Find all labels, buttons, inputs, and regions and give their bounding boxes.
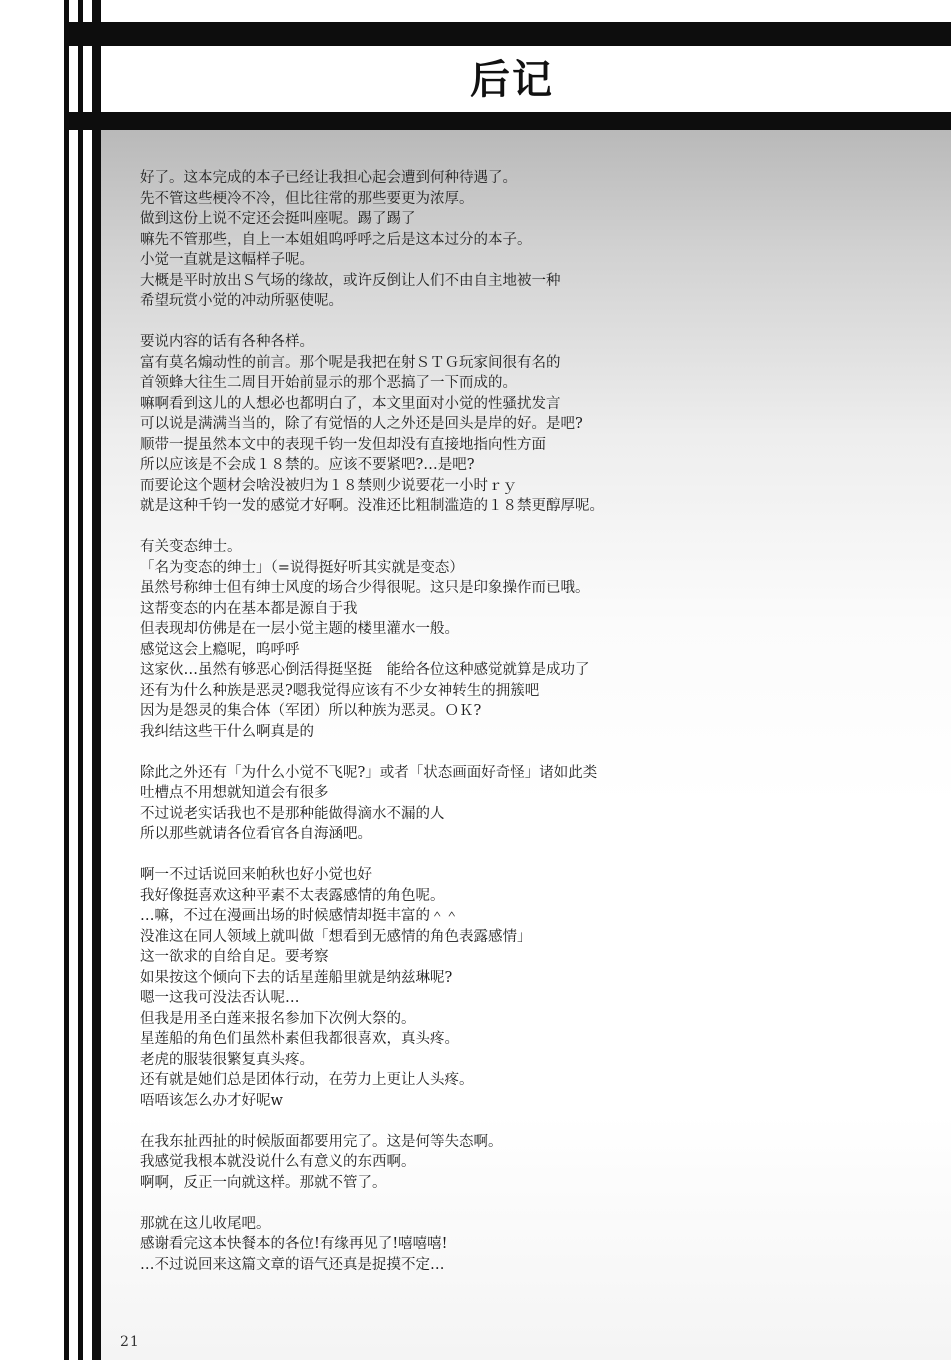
text-line: 我感觉我根本就没说什么有意义的东西啊。 <box>140 1154 416 1170</box>
left-stripe-2 <box>78 0 83 1360</box>
text-line: 好了。这本完成的本子已经让我担心起会遭到何种待遇了。 <box>140 170 517 186</box>
text-line: 因为是怨灵的集合体（军团）所以种族为恶灵。ＯＫ? <box>140 703 482 719</box>
text-line: 虽然号称绅士但有绅士风度的场合少得很呢。这只是印象操作而已哦。 <box>140 580 590 596</box>
text-line: 老虎的服装很繁复真头疼。 <box>140 1051 314 1068</box>
text-line: 顺带一提虽然本文中的表现千钧一发但却没有直接地指向性方面 <box>140 436 546 453</box>
left-stripe-1 <box>64 0 69 1360</box>
text-line: 在我东扯西扯的时候版面都要用完了。这是何等失态啊。 <box>140 1133 503 1150</box>
text-line: 做到这份上说不定还会挺叫座呢。踢了踢了 <box>140 211 416 227</box>
text-line: 没准这在同人领域上就叫做「想看到无感情的角色表露感情」 <box>140 928 532 945</box>
text-line: 唔唔该怎么办才好呢w <box>140 1092 283 1109</box>
text-line: …嘛，不过在漫画出场的时候感情却挺丰富的＾＾ <box>140 908 459 924</box>
text-line: 感谢看完这本快餐本的各位!有缘再见了!嘻嘻嘻! <box>140 1236 448 1252</box>
text-line: 小觉一直就是这幅样子呢。 <box>140 252 314 268</box>
text-line: 但我是用圣白莲来报名参加下次例大祭的。 <box>140 1010 416 1027</box>
text-line: 这家伙…虽然有够恶心倒活得挺坚挺 能给各位这种感觉就算是成功了 <box>140 662 590 678</box>
text-line: 「名为变态的绅士」（=说得挺好听其实就是变态） <box>140 559 464 576</box>
text-line: 有关变态绅士。 <box>140 539 242 555</box>
text-line: 可以说是满满当当的，除了有觉悟的人之外还是回头是岸的好。是吧? <box>140 416 583 432</box>
text-line: 先不管这些梗冷不冷，但比往常的那些要更为浓厚。 <box>140 190 474 207</box>
text-line: 富有莫名煽动性的前言。那个呢是我把在射ＳＴＧ玩家间很有名的 <box>140 354 561 371</box>
text-line: 还有为什么种族是恶灵?嗯我觉得应该有不少女神转生的拥簇吧 <box>140 682 540 699</box>
text-line: 不过说老实话我也不是那种能做得滴水不漏的人 <box>140 805 445 822</box>
text-line: 所以应该是不会成１８禁的。应该不要紧吧?…是吧? <box>140 457 475 473</box>
text-line: 如果按这个倾向下去的话星莲船里就是纳兹琳呢? <box>140 969 453 986</box>
paragraph <box>140 763 910 845</box>
text-line: 这一欲求的自给自足。要考察 <box>140 949 329 965</box>
text-line: 那就在这儿收尾吧。 <box>140 1215 271 1232</box>
paragraph <box>140 168 910 312</box>
text-line: 星莲船的角色们虽然朴素但我都很喜欢，真头疼。 <box>140 1031 459 1047</box>
text-line: 而要论这个题材会啥没被归为１８禁则少说要花一小时ｒｙ <box>140 477 517 494</box>
text-line: 所以那些就请各位看官各自海涵吧。 <box>140 826 372 842</box>
text-line: 还有就是她们总是团体行动，在劳力上更让人头疼。 <box>140 1072 474 1088</box>
paragraph <box>140 332 910 517</box>
text-line: 我好像挺喜欢这种平素不太表露感情的角色呢。 <box>140 887 445 904</box>
page-title: 后记 <box>470 57 554 103</box>
text-line: 吐槽点不用想就知道会有很多 <box>140 785 329 801</box>
page-number: 21 <box>120 1334 140 1350</box>
text-line: 嗯一这我可没法否认呢… <box>140 990 300 1006</box>
text-line: 但表现却仿佛是在一层小觉主题的楼里灌水一般。 <box>140 621 459 637</box>
header-bar-top <box>64 22 951 46</box>
paragraph <box>140 1214 910 1276</box>
text-line: 这帮变态的内在基本都是源自于我 <box>140 600 358 617</box>
paragraph <box>140 1132 910 1194</box>
text-line: 要说内容的话有各种各样。 <box>140 334 314 350</box>
text-line: 嘛啊看到这儿的人想必也都明白了，本文里面对小觉的性骚扰发言 <box>140 395 561 412</box>
text-line: …不过说回来这篇文章的语气还真是捉摸不定… <box>140 1256 445 1273</box>
text-line: 首领蜂大往生二周目开始前显示的那个恶搞了一下而成的。 <box>140 375 517 391</box>
left-stripe-3 <box>92 0 101 1360</box>
text-line: 就是这种千钧一发的感觉才好啊。没准还比粗制滥造的１８禁更醇厚呢。 <box>140 498 604 514</box>
text-line: 啊啊，反正一向就这样。那就不管了。 <box>140 1174 387 1191</box>
paragraph <box>140 537 910 742</box>
text-line: 啊一不过话说回来帕秋也好小觉也好 <box>140 867 372 883</box>
text-line: 希望玩赏小觉的冲动所驱使呢。 <box>140 293 343 309</box>
afterword-body <box>140 168 910 1296</box>
text-line: 我纠结这些干什么啊真是的 <box>140 723 314 740</box>
paragraph <box>140 865 910 1111</box>
text-line: 大概是平时放出Ｓ气场的缘故，或许反倒让人们不由自主地被一种 <box>140 272 561 289</box>
text-line: 嘛先不管那些，自上一本姐姐呜呼呼之后是这本过分的本子。 <box>140 231 532 248</box>
text-line: 除此之外还有「为什么小觉不飞呢?」或者「状态画面好奇怪」诸如此类 <box>140 764 598 781</box>
text-line: 感觉这会上瘾呢，呜呼呼 <box>140 641 300 658</box>
header-bar-bottom <box>64 112 951 130</box>
